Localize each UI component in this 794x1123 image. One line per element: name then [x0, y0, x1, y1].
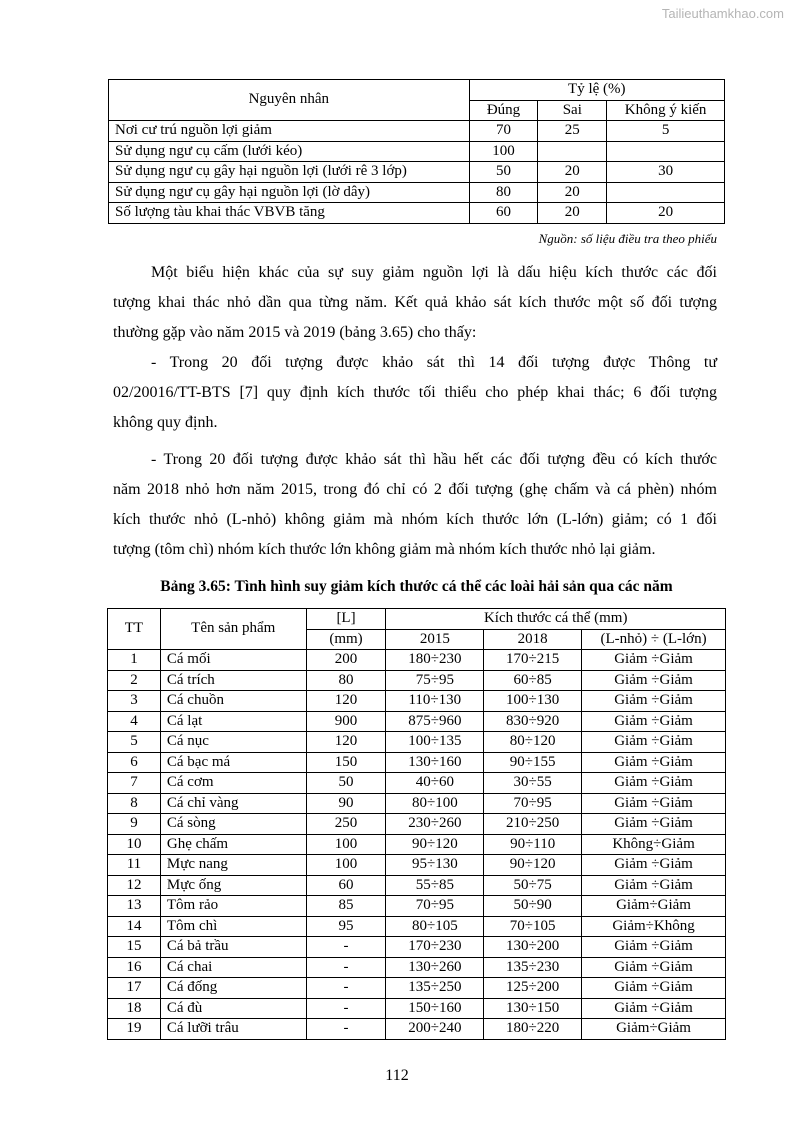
name-cell: Cá đống	[160, 978, 306, 999]
L-cell: 120	[306, 732, 386, 753]
L-cell: 900	[306, 711, 386, 732]
paragraph-2	[113, 348, 717, 438]
size-2018-cell: 50÷75	[484, 875, 582, 896]
name-cell: Cá chỉ vàng	[160, 793, 306, 814]
tt-cell: 11	[108, 855, 161, 876]
size-2015-cell: 70÷95	[386, 896, 484, 917]
name-cell: Cá nục	[160, 732, 306, 753]
size-2015-cell: 200÷240	[386, 1019, 484, 1040]
cause-cell: Sử dụng ngư cụ cấm (lưới kéo)	[109, 141, 470, 162]
sai-cell	[538, 141, 607, 162]
paragraph-line: tượng (tôm chì) nhóm kích thước lớn không giảm mà nhóm kích thước nhỏ lại giảm.	[113, 541, 656, 558]
table-source-note: Nguồn: số liệu điều tra theo phiếu	[538, 231, 717, 246]
size-2018-cell: 830÷920	[484, 711, 582, 732]
name-cell: Cá đù	[160, 998, 306, 1019]
table-row	[108, 670, 726, 691]
name-cell: Cá cơm	[160, 773, 306, 794]
dung-cell: 70	[469, 121, 538, 142]
size-2018-cell: 180÷220	[484, 1019, 582, 1040]
size-2015-cell: 80÷100	[386, 793, 484, 814]
table-row	[109, 121, 725, 142]
L-cell: 250	[306, 814, 386, 835]
tt-cell: 2	[108, 670, 161, 691]
size-2018-cell: 170÷215	[484, 650, 582, 671]
page-number: 112	[385, 1067, 409, 1084]
tt-cell: 6	[108, 752, 161, 773]
name-cell: Cá mối	[160, 650, 306, 671]
table-row	[109, 162, 725, 183]
paragraph-line: kích thước nhỏ (L-nhỏ) không giảm mà nhóm kích thước lớn (L-lớn) giảm; có 1 đối	[113, 511, 717, 528]
size-2018-cell: 90÷110	[484, 834, 582, 855]
trend-cell: Giảm ÷Giảm	[582, 855, 726, 876]
paragraph-line: - Trong 20 đối tượng được khảo sát thì hầu hết các đối tượng đều có kích thước	[151, 451, 717, 468]
size-2018-cell: 60÷85	[484, 670, 582, 691]
size-2015-cell: 130÷160	[386, 752, 484, 773]
table-row	[108, 998, 726, 1019]
L-cell: -	[306, 998, 386, 1019]
dung-cell: 50	[469, 162, 538, 183]
watermark: Tailieuthamkhao.com	[661, 6, 784, 21]
name-cell: Mực ống	[160, 875, 306, 896]
size-2018-cell: 90÷155	[484, 752, 582, 773]
size-2015-cell: 95÷130	[386, 855, 484, 876]
tt-cell: 16	[108, 957, 161, 978]
tt-cell: 18	[108, 998, 161, 1019]
table-row	[109, 182, 725, 203]
header-col: Không ý kiến	[607, 100, 725, 121]
khong-cell: 5	[607, 121, 725, 142]
size-2015-cell: 55÷85	[386, 875, 484, 896]
table-row	[108, 875, 726, 896]
trend-cell: Giảm ÷Giảm	[582, 998, 726, 1019]
size-2015-cell: 40÷60	[386, 773, 484, 794]
trend-cell: Giảm ÷Giảm	[582, 937, 726, 958]
table-row	[109, 141, 725, 162]
trend-cell: Giảm ÷Giảm	[582, 875, 726, 896]
paragraph-line: năm 2018 nhỏ hơn năm 2015, trong đó chỉ có 2 đối tượng (ghẹ chấm và cá phèn) nhóm	[113, 481, 717, 498]
size-2015-cell: 130÷260	[386, 957, 484, 978]
paragraph-line: không quy định.	[113, 414, 218, 431]
header-2015: 2015	[386, 629, 484, 650]
size-2018-cell: 130÷150	[484, 998, 582, 1019]
tt-cell: 19	[108, 1019, 161, 1040]
paragraph-1	[113, 258, 717, 348]
paragraph-line: Một biểu hiện khác của sự suy giảm nguồn lợi là dấu hiệu kích thước các đối	[151, 264, 717, 281]
dung-cell: 60	[469, 203, 538, 224]
tt-cell: 4	[108, 711, 161, 732]
trend-cell: Giảm÷Giảm	[582, 896, 726, 917]
tt-cell: 10	[108, 834, 161, 855]
name-cell: Cá trích	[160, 670, 306, 691]
table-row	[108, 1019, 726, 1040]
size-2015-cell: 230÷260	[386, 814, 484, 835]
L-cell: -	[306, 1019, 386, 1040]
tt-cell: 15	[108, 937, 161, 958]
size-2015-cell: 110÷130	[386, 691, 484, 712]
L-cell: 95	[306, 916, 386, 937]
size-2018-cell: 210÷250	[484, 814, 582, 835]
size-2018-cell: 70÷105	[484, 916, 582, 937]
sai-cell: 20	[538, 203, 607, 224]
trend-cell: Không÷Giảm	[582, 834, 726, 855]
paragraph-line: 02/20016/TT-BTS [7] quy định kích thước tối thiểu cho phép khai thác; 6 đối tượng	[113, 384, 717, 401]
table-row	[108, 793, 726, 814]
cause-cell: Nơi cư trú nguồn lợi giảm	[109, 121, 470, 142]
L-cell: 60	[306, 875, 386, 896]
trend-cell: Giảm ÷Giảm	[582, 732, 726, 753]
table-row	[108, 691, 726, 712]
size-2018-cell: 135÷230	[484, 957, 582, 978]
size-2015-cell: 100÷135	[386, 732, 484, 753]
trend-cell: Giảm ÷Giảm	[582, 711, 726, 732]
L-cell: 120	[306, 691, 386, 712]
trend-cell: Giảm÷Giảm	[582, 1019, 726, 1040]
table-row	[108, 752, 726, 773]
size-2018-cell: 125÷200	[484, 978, 582, 999]
trend-cell: Giảm ÷Giảm	[582, 814, 726, 835]
size-2015-cell: 180÷230	[386, 650, 484, 671]
size-2018-cell: 130÷200	[484, 937, 582, 958]
name-cell: Cá bạc má	[160, 752, 306, 773]
table-row	[108, 916, 726, 937]
causes-table	[108, 79, 725, 224]
paragraph-line: - Trong 20 đối tượng được khảo sát thì 14 đối tượng được Thông tư	[151, 354, 717, 371]
tt-cell: 12	[108, 875, 161, 896]
sai-cell: 20	[538, 162, 607, 183]
table-row	[108, 711, 726, 732]
size-2015-cell: 75÷95	[386, 670, 484, 691]
size-2018-cell: 50÷90	[484, 896, 582, 917]
header-trend: (L-nhỏ) ÷ (L-lớn)	[582, 629, 726, 650]
size-2015-cell: 170÷230	[386, 937, 484, 958]
tt-cell: 5	[108, 732, 161, 753]
tt-cell: 9	[108, 814, 161, 835]
trend-cell: Giảm ÷Giảm	[582, 650, 726, 671]
trend-cell: Giảm÷Không	[582, 916, 726, 937]
trend-cell: Giảm ÷Giảm	[582, 957, 726, 978]
L-cell: 85	[306, 896, 386, 917]
paragraph-line: thường gặp vào năm 2015 và 2019 (bảng 3.65) cho thấy:	[113, 324, 477, 341]
L-cell: 90	[306, 793, 386, 814]
header-col: Sai	[538, 100, 607, 121]
trend-cell: Giảm ÷Giảm	[582, 773, 726, 794]
size-2018-cell: 100÷130	[484, 691, 582, 712]
size-2015-cell: 80÷105	[386, 916, 484, 937]
cause-cell: Sử dụng ngư cụ gây hại nguồn lợi (lờ dây)	[109, 182, 470, 203]
tt-cell: 3	[108, 691, 161, 712]
table-row	[109, 203, 725, 224]
L-cell: -	[306, 937, 386, 958]
tt-cell: 13	[108, 896, 161, 917]
name-cell: Cá sòng	[160, 814, 306, 835]
size-2018-cell: 90÷120	[484, 855, 582, 876]
dung-cell: 80	[469, 182, 538, 203]
header-L: [L]	[306, 609, 386, 630]
header-col: Đúng	[469, 100, 538, 121]
header-ratio: Tỷ lệ (%)	[469, 80, 724, 101]
tt-cell: 8	[108, 793, 161, 814]
khong-cell: 30	[607, 162, 725, 183]
table-row	[108, 937, 726, 958]
tt-cell: 17	[108, 978, 161, 999]
table-row	[108, 732, 726, 753]
size-2015-cell: 90÷120	[386, 834, 484, 855]
L-cell: 200	[306, 650, 386, 671]
L-cell: 100	[306, 855, 386, 876]
khong-cell	[607, 141, 725, 162]
table-row	[108, 896, 726, 917]
trend-cell: Giảm ÷Giảm	[582, 793, 726, 814]
name-cell: Mực nang	[160, 855, 306, 876]
L-cell: 150	[306, 752, 386, 773]
size-2018-cell: 70÷95	[484, 793, 582, 814]
header-size: Kích thước cá thể (mm)	[386, 609, 726, 630]
size-2015-cell: 875÷960	[386, 711, 484, 732]
size-2018-cell: 80÷120	[484, 732, 582, 753]
L-cell: 100	[306, 834, 386, 855]
table-row	[108, 773, 726, 794]
name-cell: Cá lưỡi trâu	[160, 1019, 306, 1040]
table-row	[108, 834, 726, 855]
name-cell: Cá chuồn	[160, 691, 306, 712]
L-cell: -	[306, 957, 386, 978]
header-name: Tên sản phẩm	[160, 609, 306, 650]
L-cell: 50	[306, 773, 386, 794]
trend-cell: Giảm ÷Giảm	[582, 691, 726, 712]
tt-cell: 14	[108, 916, 161, 937]
table-row	[108, 650, 726, 671]
size-2015-cell: 135÷250	[386, 978, 484, 999]
khong-cell: 20	[607, 203, 725, 224]
size-2018-cell: 30÷55	[484, 773, 582, 794]
trend-cell: Giảm ÷Giảm	[582, 752, 726, 773]
dung-cell: 100	[469, 141, 538, 162]
size-table	[107, 608, 726, 1040]
header-L-unit: (mm)	[306, 629, 386, 650]
sai-cell: 20	[538, 182, 607, 203]
header-2018: 2018	[484, 629, 582, 650]
name-cell: Ghẹ chấm	[160, 834, 306, 855]
paragraph-line: tượng khai thác nhỏ dần qua từng năm. Kết quả khảo sát kích thước một số đối tượng	[113, 294, 717, 311]
table-row	[108, 855, 726, 876]
sai-cell: 25	[538, 121, 607, 142]
size-2015-cell: 150÷160	[386, 998, 484, 1019]
paragraph-3	[113, 445, 717, 565]
cause-cell: Sử dụng ngư cụ gây hại nguồn lợi (lưới rê 3 lớp)	[109, 162, 470, 183]
header-tt: TT	[108, 609, 161, 650]
name-cell: Cá lạt	[160, 711, 306, 732]
trend-cell: Giảm ÷Giảm	[582, 670, 726, 691]
name-cell: Cá chai	[160, 957, 306, 978]
cause-cell: Số lượng tàu khai thác VBVB tăng	[109, 203, 470, 224]
trend-cell: Giảm ÷Giảm	[582, 978, 726, 999]
name-cell: Tôm chì	[160, 916, 306, 937]
header-cause: Nguyên nhân	[109, 80, 470, 121]
tt-cell: 7	[108, 773, 161, 794]
table-row	[108, 957, 726, 978]
table-row	[108, 814, 726, 835]
table-row	[108, 978, 726, 999]
L-cell: 80	[306, 670, 386, 691]
name-cell: Cá bả trầu	[160, 937, 306, 958]
tt-cell: 1	[108, 650, 161, 671]
name-cell: Tôm rảo	[160, 896, 306, 917]
table-caption: Bảng 3.65: Tình hình suy giảm kích thước cá thể các loài hải sản qua các năm	[160, 578, 673, 595]
khong-cell	[607, 182, 725, 203]
L-cell: -	[306, 978, 386, 999]
